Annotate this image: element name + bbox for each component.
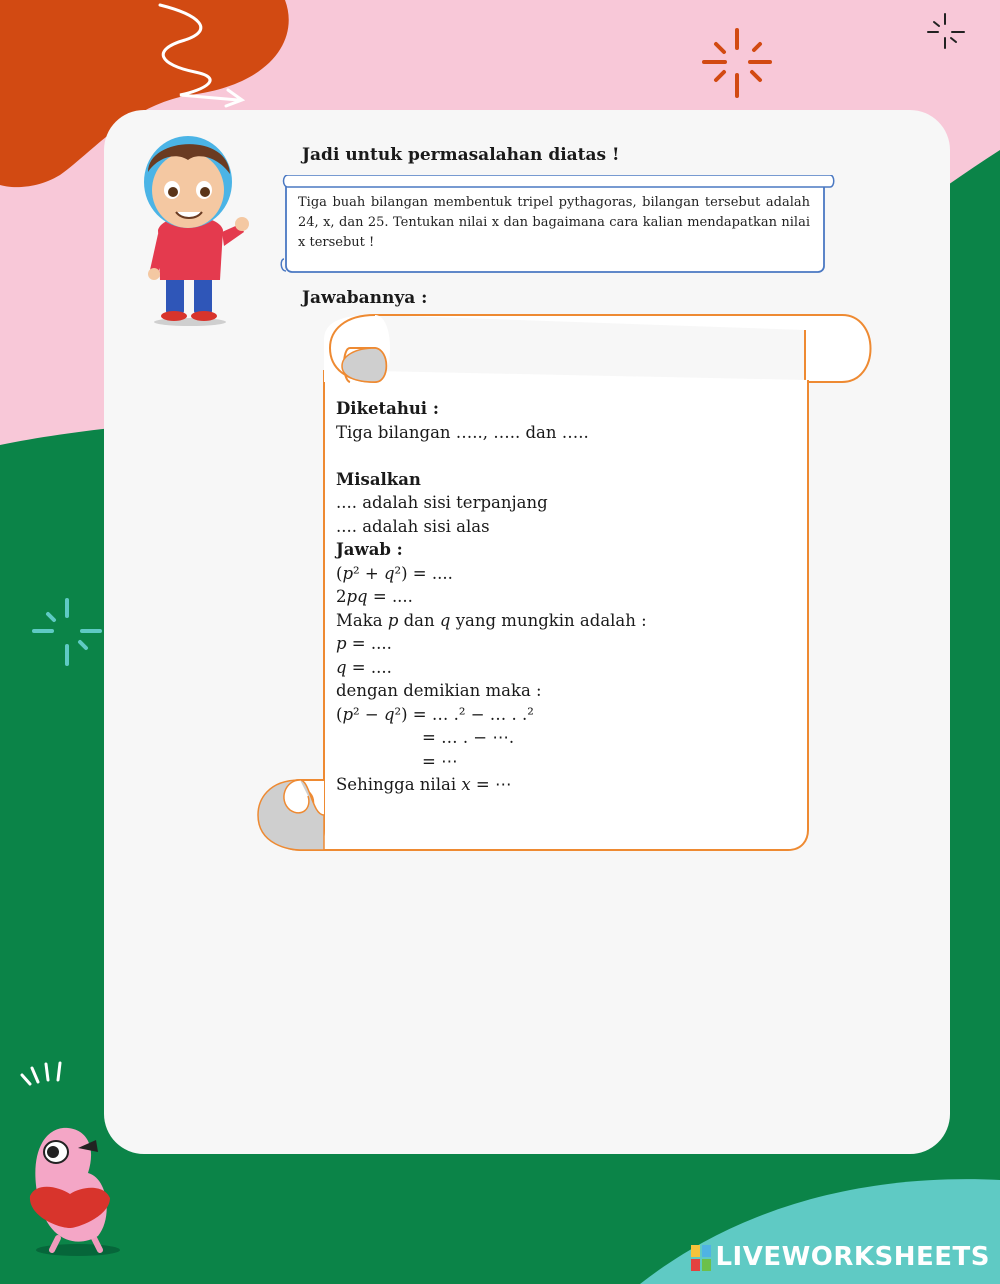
- difference-formula: (p² − q²) = … .² − … . .²: [336, 704, 534, 724]
- q-value: q = ....: [336, 657, 392, 677]
- section-title: Jadi untuk permasalahan diatas !: [302, 145, 620, 165]
- product-formula: 2pq = ....: [336, 587, 413, 606]
- brand-watermark: LIVEWORKSHEETS: [691, 1242, 990, 1272]
- answer-label: Jawab :: [336, 540, 403, 559]
- answer-heading: Jawabannya :: [302, 288, 428, 308]
- known-label: Diketahui :: [336, 399, 439, 418]
- difference-step-2: = … . − ⋯.: [422, 728, 515, 747]
- let-label: Misalkan: [336, 469, 421, 489]
- maka-line: Maka p dan q yang mungkin adalah :: [336, 610, 647, 630]
- sum-formula: (p² + q²) = ....: [336, 563, 453, 583]
- conclusion-line: Sehingga nilai x = ⋯: [336, 775, 512, 794]
- let-line-2: .... adalah sisi alas: [336, 516, 490, 536]
- let-line-1: .... adalah sisi terpanjang: [336, 493, 548, 512]
- answer-content: [336, 397, 796, 797]
- difference-step-3: = ⋯: [422, 751, 458, 771]
- known-text: Tiga bilangan ….., ….. dan …..: [336, 422, 589, 442]
- p-value: p = ....: [336, 634, 392, 653]
- brand-logo-icon: [691, 1245, 711, 1271]
- pink-mascot: [18, 1118, 128, 1258]
- therefore-line: dengan demikian maka :: [336, 681, 542, 700]
- boy-character: [118, 112, 258, 327]
- question-text: Tiga buah bilangan membentuk tripel pythagoras, bilangan tersebut adalah 24, x, dan 25. Tentukan nilai x dan bagaimana cara kalian mendapatkan nilai x tersebut !: [298, 195, 810, 250]
